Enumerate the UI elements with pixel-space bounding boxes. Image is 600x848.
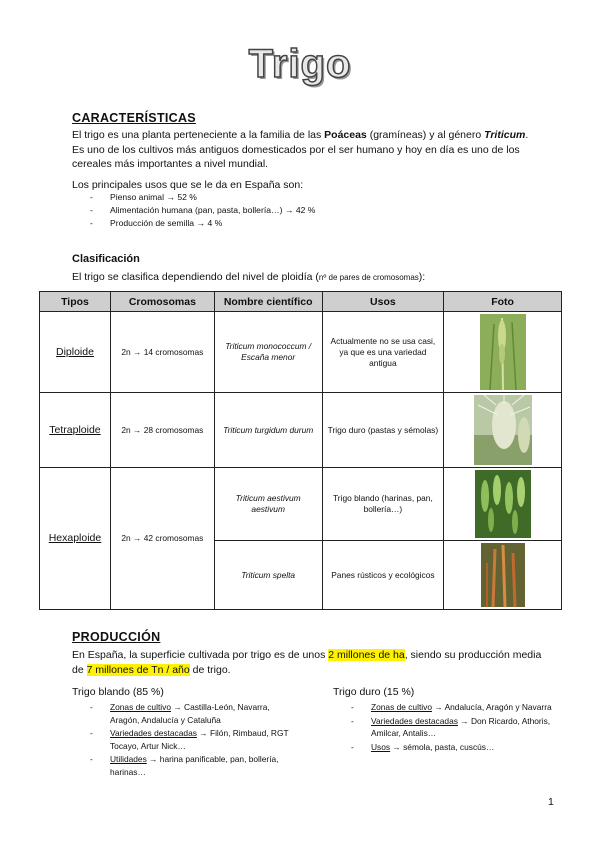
foto-cell [444, 393, 562, 468]
cromosomas-cell: 2n → 14 cromosomas [110, 312, 214, 393]
usos-cell: Trigo duro (pastas y sémolas) [322, 393, 444, 468]
foto-cell [444, 468, 562, 541]
text-run: , siendo su producción media de [72, 649, 542, 676]
produccion-heading: PRODUCCIÓN [72, 630, 161, 644]
header-usos: Usos [322, 292, 444, 312]
text-run: nº de pares de cromosomas [318, 273, 419, 282]
item-label: Usos [371, 741, 391, 752]
spelt-wheat-photo [481, 543, 525, 607]
tipo-cell: Diploide [40, 312, 111, 393]
triticum-term: Triticum [484, 129, 526, 141]
highlight-produccion: 7 millones de Tn / año [86, 663, 190, 676]
list-item: - Pienso animal → 52 % [90, 191, 315, 204]
diploid-wheat-photo [480, 314, 526, 390]
hexaploid-wheat-photo [475, 470, 531, 538]
nombre-cell: Triticum spelta [214, 541, 322, 610]
list-item [90, 753, 300, 778]
list-item: - Alimentación humana (pan, pasta, bollería…) → 42 % [90, 204, 315, 217]
header-nombre: Nombre científico [214, 292, 322, 312]
clasificacion-intro [72, 270, 542, 286]
header-foto: Foto [444, 292, 562, 312]
caracteristicas-paragraph [72, 128, 542, 172]
nombre-cell: Triticum turgidum durum [214, 393, 322, 468]
page-title: Trigo [248, 42, 352, 86]
tipo-cell: Hexaploide [40, 468, 111, 610]
item-label: Utilidades [110, 754, 147, 764]
text-run: . Es uno de los cultivos más antiguos domesticados por el ser humano y hoy en día es uno de los cereales más importantes a nivel mundial. [72, 129, 529, 170]
header-cromosomas: Cromosomas [110, 292, 214, 312]
nombre-cell: Triticum aestivum aestivum [214, 468, 322, 541]
item-label: Variedades destacadas [110, 728, 197, 738]
table-row [40, 393, 562, 468]
ploidy-table [39, 291, 562, 610]
item-text: → Castilla-León, Navarra, Aragón, Andalucía y Cataluña [110, 702, 270, 725]
list-item [90, 727, 300, 752]
list-item [351, 741, 556, 754]
title-block [0, 42, 600, 87]
table-header-row [40, 292, 562, 312]
item-text: → Don Ricardo, Athoris, Amilcar, Antalis… [371, 715, 551, 738]
item-text: → harina panificable, pan, bollería, harinas… [110, 754, 279, 777]
trigo-duro-title: Trigo duro (15 %) [333, 686, 415, 698]
highlight-superficie: 2 millones de ha [328, 649, 405, 661]
usos-intro: Los principales usos que se le da en España son: [72, 179, 304, 191]
usos-list [90, 191, 315, 230]
text-run: El trigo es una planta perteneciente a la familia de las [72, 129, 325, 141]
trigo-blando-list [90, 701, 300, 779]
cromosomas-cell: 2n → 28 cromosomas [110, 393, 214, 468]
table-row [40, 312, 562, 393]
clasificacion-heading: Clasificación [72, 253, 140, 265]
foto-cell [444, 312, 562, 393]
produccion-paragraph [72, 648, 542, 677]
caracteristicas-heading: CARACTERÍSTICAS [72, 111, 196, 125]
poaceas-term: Poáceas [324, 129, 367, 141]
text-run: ): [418, 271, 426, 283]
usos-cell: Panes rústicos y ecológicos [322, 541, 444, 610]
trigo-duro-list [351, 701, 556, 754]
tetraploid-wheat-photo [474, 395, 532, 465]
item-label: Variedades destacadas [371, 715, 458, 726]
usos-cell: Actualmente no se usa casi, ya que es una variedad antigua [322, 312, 444, 393]
text-run: El trigo se clasifica dependiendo del nivel de ploidía ( [72, 271, 319, 283]
text-run: (gramíneas) y al género [366, 129, 485, 141]
list-item [351, 701, 556, 714]
list-item [90, 701, 300, 726]
item-label: Zonas de cultivo [371, 702, 432, 712]
item-text: → Andalucía, Aragón y Navarra [432, 702, 552, 712]
cromosomas-cell: 2n → 42 cromosomas [110, 468, 214, 610]
page-number: 1 [548, 796, 554, 808]
tipo-cell: Tetraploide [40, 393, 111, 468]
text-run: de trigo. [189, 663, 231, 676]
table-row [40, 468, 562, 541]
header-tipos: Tipos [40, 292, 111, 312]
foto-cell [444, 541, 562, 610]
item-label: Zonas de cultivo [110, 702, 171, 712]
text-run: En España, la superficie cultivada por trigo es de unos [72, 649, 329, 661]
item-text: → sémola, pasta, cuscús… [390, 741, 495, 752]
trigo-blando-title: Trigo blando (85 %) [72, 686, 164, 698]
item-text: → Filón, Rimbaud, RGT Tocayo, Artur Nick… [110, 728, 289, 751]
list-item [351, 715, 556, 740]
usos-cell: Trigo blando (harinas, pan, bollería…) [322, 468, 444, 541]
nombre-cell: Triticum monococcum / Escaña menor [214, 312, 322, 393]
list-item: - Producción de semilla → 4 % [90, 217, 315, 230]
